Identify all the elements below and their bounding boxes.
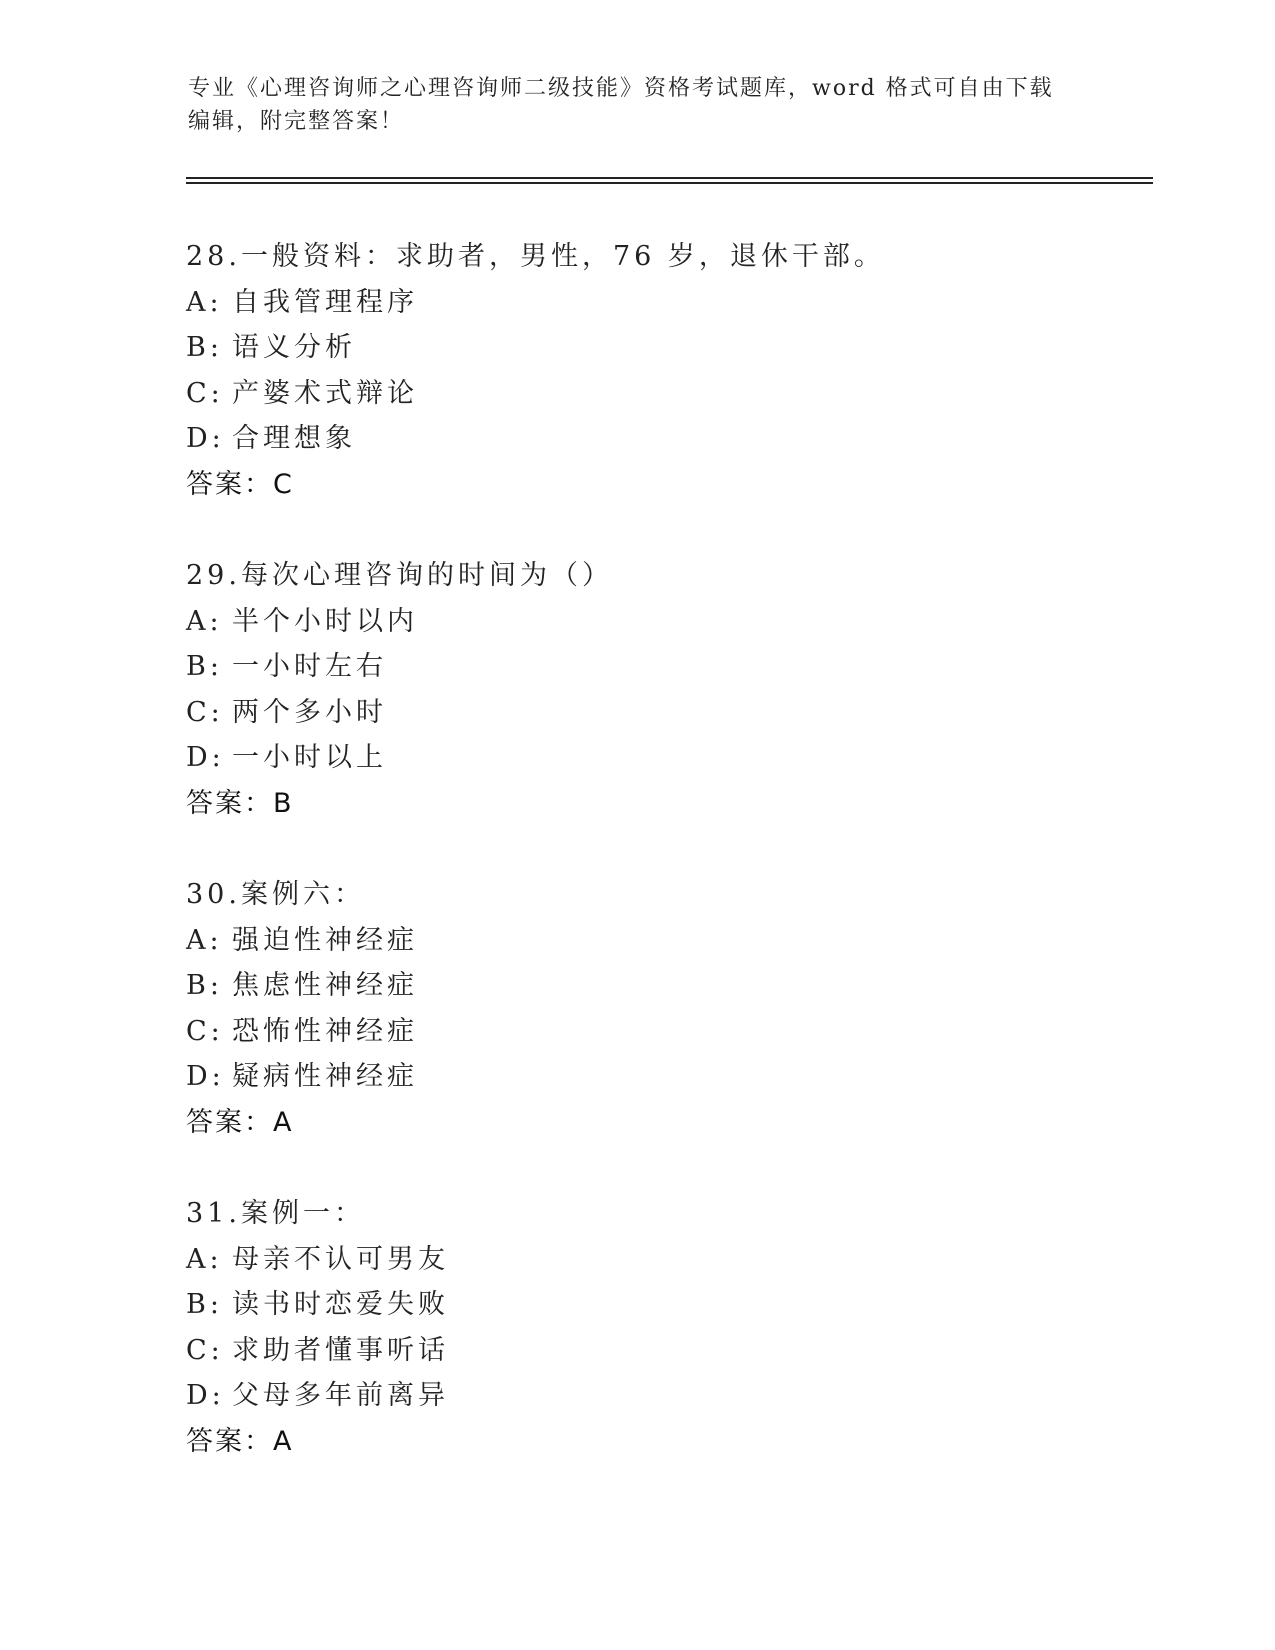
header-line-1: 专业《心理咨询师之心理咨询师二级技能》资格考试题库，word 格式可自由下载 bbox=[188, 76, 1054, 101]
option-d bbox=[186, 1373, 1166, 1419]
option-text: 产婆术式辩论 bbox=[232, 377, 418, 409]
option-letter: A: bbox=[186, 1243, 223, 1275]
option-d bbox=[186, 735, 1166, 781]
option-text: 一小时以上 bbox=[232, 742, 387, 773]
question-list bbox=[186, 234, 1166, 1510]
option-a bbox=[186, 280, 1166, 326]
option-letter: C: bbox=[186, 1015, 224, 1047]
question-stem: 29.每次心理咨询的时间为（） bbox=[186, 560, 613, 591]
option-text: 语义分析 bbox=[232, 332, 356, 363]
option-text: 恐怖性神经症 bbox=[232, 1015, 418, 1047]
option-text: 半个小时以内 bbox=[232, 605, 418, 637]
option-letter: A: bbox=[186, 605, 223, 637]
option-letter: D: bbox=[186, 423, 225, 454]
option-text: 求助者懂事听话 bbox=[232, 1334, 449, 1366]
option-letter: C: bbox=[186, 1334, 224, 1366]
option-c bbox=[186, 371, 1166, 417]
option-letter: A: bbox=[186, 286, 223, 318]
option-b bbox=[186, 963, 1166, 1009]
option-text: 母亲不认可男友 bbox=[232, 1243, 449, 1275]
question-29 bbox=[186, 553, 1166, 826]
answer-line: 答案：A bbox=[186, 1106, 294, 1138]
option-b bbox=[186, 1282, 1166, 1328]
option-b bbox=[186, 325, 1166, 371]
option-text: 两个多小时 bbox=[232, 696, 387, 728]
option-b bbox=[186, 644, 1166, 690]
option-letter: D: bbox=[186, 742, 225, 773]
question-30 bbox=[186, 872, 1166, 1145]
option-c bbox=[186, 690, 1166, 736]
option-a bbox=[186, 599, 1166, 645]
option-text: 一小时左右 bbox=[232, 651, 387, 682]
option-text: 父母多年前离异 bbox=[232, 1380, 449, 1411]
answer-line: 答案：B bbox=[186, 787, 294, 819]
option-a bbox=[186, 1237, 1166, 1283]
question-stem: 30.案例六： bbox=[186, 879, 365, 910]
option-letter: B: bbox=[186, 970, 223, 1001]
option-text: 疑病性神经症 bbox=[232, 1061, 418, 1092]
option-c bbox=[186, 1328, 1166, 1374]
question-stem: 28.一般资料：求助者，男性，76 岁，退休干部。 bbox=[186, 241, 885, 272]
option-letter: B: bbox=[186, 332, 223, 363]
option-a bbox=[186, 918, 1166, 964]
option-letter: D: bbox=[186, 1380, 225, 1411]
option-text: 焦虑性神经症 bbox=[232, 970, 418, 1001]
option-d bbox=[186, 1054, 1166, 1100]
option-c bbox=[186, 1009, 1166, 1055]
option-text: 读书时恋爱失败 bbox=[232, 1289, 449, 1320]
answer-line: 答案：A bbox=[186, 1425, 294, 1457]
option-letter: B: bbox=[186, 651, 223, 682]
option-letter: C: bbox=[186, 696, 224, 728]
question-31 bbox=[186, 1191, 1166, 1464]
header-divider-bottom bbox=[186, 182, 1153, 184]
question-28 bbox=[186, 234, 1166, 507]
question-stem: 31.案例一： bbox=[186, 1198, 365, 1229]
option-text: 强迫性神经症 bbox=[232, 924, 418, 956]
header-line-2: 编辑，附完整答案！ bbox=[188, 109, 405, 134]
option-letter: C: bbox=[186, 377, 224, 409]
option-text: 合理想象 bbox=[232, 423, 356, 454]
option-text: 自我管理程序 bbox=[232, 286, 418, 318]
document-header bbox=[188, 72, 1088, 138]
option-d bbox=[186, 416, 1166, 462]
option-letter: B: bbox=[186, 1289, 223, 1320]
option-letter: D: bbox=[186, 1061, 225, 1092]
answer-line: 答案：C bbox=[186, 468, 294, 500]
option-letter: A: bbox=[186, 924, 223, 956]
header-divider-top bbox=[186, 177, 1153, 179]
